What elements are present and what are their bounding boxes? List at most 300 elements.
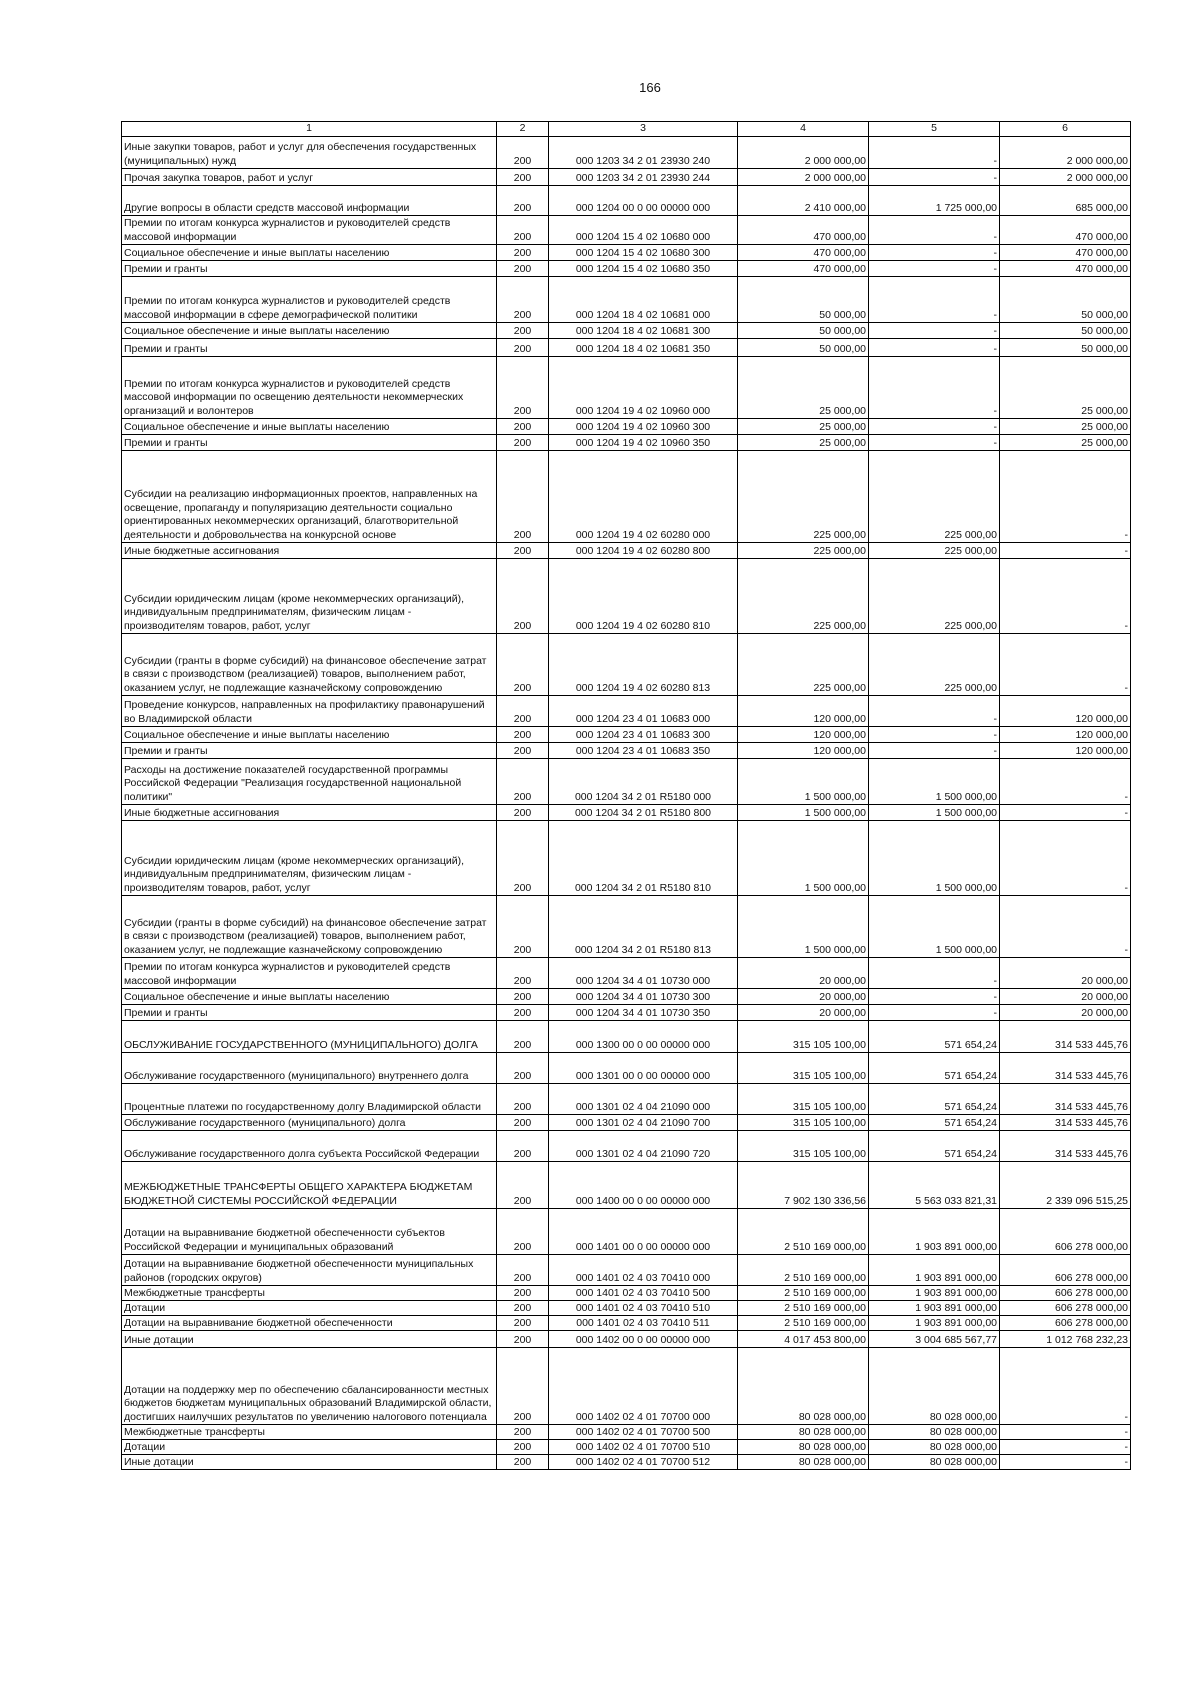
row-amount-col4-cell: 225 000,00 [738, 543, 869, 559]
row-amount-col6-cell: 20 000,00 [1000, 958, 1131, 989]
table-row [122, 1331, 1131, 1348]
row-amount-col6-cell: 25 000,00 [1000, 419, 1131, 435]
row-amount-col5-cell: 1 903 891 000,00 [869, 1209, 1000, 1255]
row-code-cell: 000 1204 34 2 01 R5180 810 [549, 821, 738, 896]
row-amount-col6-cell: 314 533 445,76 [1000, 1131, 1131, 1162]
table-row [122, 245, 1131, 261]
row-amount-col4-cell: 225 000,00 [738, 559, 869, 634]
row-amount-col4-cell: 1 500 000,00 [738, 759, 869, 805]
row-code-cell: 000 1402 02 4 01 70700 000 [549, 1348, 738, 1425]
row-amount-col6-cell: 20 000,00 [1000, 989, 1131, 1005]
row-grbs-cell: 200 [497, 1331, 549, 1348]
table-body [122, 137, 1131, 1470]
row-grbs-cell: 200 [497, 1286, 549, 1301]
row-amount-col5-cell: - [869, 357, 1000, 419]
row-amount-col5-cell: 571 654,24 [869, 1021, 1000, 1053]
row-amount-col6-cell: 2 000 000,00 [1000, 169, 1131, 186]
table-row [122, 1255, 1131, 1286]
row-name-cell: Межбюджетные трансферты [122, 1425, 497, 1440]
row-amount-col6-cell: - [1000, 634, 1131, 696]
row-amount-col6-cell: 20 000,00 [1000, 1005, 1131, 1021]
row-name-cell: Социальное обеспечение и иные выплаты населению [122, 989, 497, 1005]
row-code-cell: 000 1204 23 4 01 10683 350 [549, 743, 738, 759]
row-name-cell: Премии и гранты [122, 743, 497, 759]
table-row [122, 435, 1131, 451]
table-row [122, 634, 1131, 696]
row-code-cell: 000 1204 18 4 02 10681 000 [549, 277, 738, 323]
row-name-cell: МЕЖБЮДЖЕТНЫЕ ТРАНСФЕРТЫ ОБЩЕГО ХАРАКТЕРА БЮДЖЕТАМ БЮДЖЕТНОЙ СИСТЕМЫ РОССИЙСКОЙ ФЕДЕРАЦИИ [122, 1162, 497, 1209]
row-grbs-cell: 200 [497, 1455, 549, 1470]
row-amount-col5-cell: 225 000,00 [869, 559, 1000, 634]
row-grbs-cell: 200 [497, 958, 549, 989]
row-amount-col5-cell: - [869, 261, 1000, 277]
row-amount-col6-cell: - [1000, 559, 1131, 634]
table-row [122, 216, 1131, 245]
row-grbs-cell: 200 [497, 186, 549, 216]
row-amount-col6-cell: 685 000,00 [1000, 186, 1131, 216]
row-name-cell: Субсидии на реализацию информационных проектов, направленных на освещение, пропаганду и популяризацию деятельности социально ориентированных некоммерческих организаций, благотворительной деятельности и добровольчества на конкурсной основе [122, 451, 497, 543]
table-row [122, 1053, 1131, 1084]
row-code-cell: 000 1204 34 2 01 R5180 813 [549, 896, 738, 958]
row-grbs-cell: 200 [497, 1084, 549, 1115]
row-grbs-cell: 200 [497, 1301, 549, 1316]
table-row [122, 1084, 1131, 1115]
table-row [122, 323, 1131, 339]
row-code-cell: 000 1301 02 4 04 21090 720 [549, 1131, 738, 1162]
row-name-cell: Дотации [122, 1301, 497, 1316]
row-code-cell: 000 1401 02 4 03 70410 000 [549, 1255, 738, 1286]
row-amount-col4-cell: 50 000,00 [738, 323, 869, 339]
row-grbs-cell: 200 [497, 1021, 549, 1053]
row-amount-col4-cell: 225 000,00 [738, 451, 869, 543]
row-amount-col5-cell: 1 500 000,00 [869, 896, 1000, 958]
row-name-cell: Премии и гранты [122, 261, 497, 277]
row-amount-col4-cell: 1 500 000,00 [738, 821, 869, 896]
row-grbs-cell: 200 [497, 435, 549, 451]
row-name-cell: Дотации на выравнивание бюджетной обеспеченности муниципальных районов (городских округов) [122, 1255, 497, 1286]
table-row [122, 559, 1131, 634]
row-name-cell: Иные дотации [122, 1331, 497, 1348]
table-row [122, 339, 1131, 357]
row-amount-col5-cell: - [869, 743, 1000, 759]
column-header-3: 3 [549, 122, 738, 137]
row-amount-col6-cell: 314 533 445,76 [1000, 1115, 1131, 1131]
row-grbs-cell: 200 [497, 277, 549, 323]
row-amount-col6-cell: 50 000,00 [1000, 323, 1131, 339]
row-grbs-cell: 200 [497, 727, 549, 743]
row-amount-col6-cell: 1 012 768 232,23 [1000, 1331, 1131, 1348]
row-amount-col4-cell: 20 000,00 [738, 1005, 869, 1021]
row-grbs-cell: 200 [497, 1053, 549, 1084]
row-amount-col4-cell: 2 510 169 000,00 [738, 1209, 869, 1255]
table-row [122, 958, 1131, 989]
row-code-cell: 000 1203 34 2 01 23930 240 [549, 137, 738, 169]
row-code-cell: 000 1204 19 4 02 10960 000 [549, 357, 738, 419]
row-amount-col4-cell: 315 105 100,00 [738, 1021, 869, 1053]
row-grbs-cell: 200 [497, 1162, 549, 1209]
row-amount-col4-cell: 2 000 000,00 [738, 137, 869, 169]
row-amount-col4-cell: 25 000,00 [738, 357, 869, 419]
row-name-cell: Субсидии юридическим лицам (кроме некоммерческих организаций), индивидуальным предпринимателям, физическим лицам - производителям товаров, работ, услуг [122, 559, 497, 634]
row-name-cell: Премии по итогам конкурса журналистов и руководителей средств массовой информации [122, 958, 497, 989]
row-amount-col5-cell: 1 500 000,00 [869, 759, 1000, 805]
row-amount-col4-cell: 50 000,00 [738, 339, 869, 357]
row-amount-col6-cell: 470 000,00 [1000, 261, 1131, 277]
row-amount-col6-cell: 606 278 000,00 [1000, 1255, 1131, 1286]
row-name-cell: Иные бюджетные ассигнования [122, 805, 497, 821]
row-amount-col5-cell: 1 500 000,00 [869, 821, 1000, 896]
table-row [122, 261, 1131, 277]
row-code-cell: 000 1204 15 4 02 10680 300 [549, 245, 738, 261]
row-amount-col5-cell: 1 903 891 000,00 [869, 1301, 1000, 1316]
table-row [122, 743, 1131, 759]
budget-table [121, 121, 1131, 1470]
row-amount-col5-cell: 225 000,00 [869, 634, 1000, 696]
row-amount-col6-cell: 2 000 000,00 [1000, 137, 1131, 169]
row-name-cell: Межбюджетные трансферты [122, 1286, 497, 1301]
row-amount-col6-cell: 120 000,00 [1000, 727, 1131, 743]
row-grbs-cell: 200 [497, 323, 549, 339]
row-amount-col4-cell: 20 000,00 [738, 989, 869, 1005]
row-code-cell: 000 1402 02 4 01 70700 510 [549, 1440, 738, 1455]
row-amount-col6-cell: - [1000, 759, 1131, 805]
table-row [122, 1021, 1131, 1053]
row-amount-col5-cell: 80 028 000,00 [869, 1440, 1000, 1455]
row-grbs-cell: 200 [497, 989, 549, 1005]
row-amount-col5-cell: 80 028 000,00 [869, 1455, 1000, 1470]
row-code-cell: 000 1204 18 4 02 10681 350 [549, 339, 738, 357]
row-amount-col6-cell: 25 000,00 [1000, 357, 1131, 419]
row-amount-col6-cell: - [1000, 896, 1131, 958]
row-code-cell: 000 1204 34 2 01 R5180 000 [549, 759, 738, 805]
row-amount-col5-cell: - [869, 696, 1000, 727]
row-code-cell: 000 1204 34 2 01 R5180 800 [549, 805, 738, 821]
row-amount-col5-cell: 1 500 000,00 [869, 805, 1000, 821]
table-row [122, 1162, 1131, 1209]
row-amount-col5-cell: 1 725 000,00 [869, 186, 1000, 216]
row-grbs-cell: 200 [497, 1316, 549, 1331]
row-code-cell: 000 1204 00 0 00 00000 000 [549, 186, 738, 216]
row-name-cell: Расходы на достижение показателей государственной программы Российской Федерации "Реализация государственной национальной политики" [122, 759, 497, 805]
row-grbs-cell: 200 [497, 339, 549, 357]
row-amount-col5-cell: - [869, 435, 1000, 451]
row-amount-col4-cell: 80 028 000,00 [738, 1425, 869, 1440]
row-code-cell: 000 1204 18 4 02 10681 300 [549, 323, 738, 339]
row-name-cell: Проведение конкурсов, направленных на профилактику правонарушений во Владимирской области [122, 696, 497, 727]
row-amount-col6-cell: - [1000, 451, 1131, 543]
row-name-cell: Дотации на поддержку мер по обеспечению сбалансированности местных бюджетов бюджетам муниципальных образований Владимирской области, достигших наилучших результатов по увеличению налогового потенциала [122, 1348, 497, 1425]
table-row [122, 357, 1131, 419]
table-row [122, 186, 1131, 216]
row-amount-col6-cell: 120 000,00 [1000, 696, 1131, 727]
row-amount-col6-cell: 314 533 445,76 [1000, 1084, 1131, 1115]
row-name-cell: Премии и гранты [122, 339, 497, 357]
row-grbs-cell: 200 [497, 1425, 549, 1440]
row-amount-col4-cell: 2 510 169 000,00 [738, 1301, 869, 1316]
row-code-cell: 000 1402 02 4 01 70700 512 [549, 1455, 738, 1470]
row-amount-col5-cell: 1 903 891 000,00 [869, 1286, 1000, 1301]
table-row [122, 896, 1131, 958]
row-grbs-cell: 200 [497, 419, 549, 435]
row-code-cell: 000 1204 34 4 01 10730 000 [549, 958, 738, 989]
table-row [122, 759, 1131, 805]
row-amount-col4-cell: 1 500 000,00 [738, 896, 869, 958]
row-grbs-cell: 200 [497, 1005, 549, 1021]
row-name-cell: Субсидии (гранты в форме субсидий) на финансовое обеспечение затрат в связи с производством (реализацией) товаров, выполнением работ, оказанием услуг, не подлежащие казначейскому сопровождению [122, 896, 497, 958]
row-amount-col5-cell: - [869, 419, 1000, 435]
row-amount-col4-cell: 315 105 100,00 [738, 1053, 869, 1084]
table-row [122, 1131, 1131, 1162]
row-amount-col5-cell: - [869, 216, 1000, 245]
row-name-cell: Обслуживание государственного долга субъекта Российской Федерации [122, 1131, 497, 1162]
row-grbs-cell: 200 [497, 805, 549, 821]
row-name-cell: Обслуживание государственного (муниципального) долга [122, 1115, 497, 1131]
row-amount-col5-cell: - [869, 727, 1000, 743]
row-grbs-cell: 200 [497, 543, 549, 559]
table-row [122, 419, 1131, 435]
row-name-cell: Премии и гранты [122, 1005, 497, 1021]
row-name-cell: Прочая закупка товаров, работ и услуг [122, 169, 497, 186]
row-code-cell: 000 1400 00 0 00 00000 000 [549, 1162, 738, 1209]
row-amount-col5-cell: 571 654,24 [869, 1053, 1000, 1084]
row-amount-col4-cell: 315 105 100,00 [738, 1084, 869, 1115]
row-name-cell: Премии и гранты [122, 435, 497, 451]
row-name-cell: Дотации на выравнивание бюджетной обеспеченности [122, 1316, 497, 1331]
row-code-cell: 000 1301 02 4 04 21090 000 [549, 1084, 738, 1115]
column-header-4: 4 [738, 122, 869, 137]
row-grbs-cell: 200 [497, 1440, 549, 1455]
row-name-cell: Премии по итогам конкурса журналистов и руководителей средств массовой информации по освещению деятельности некоммерческих организаций и волонтеров [122, 357, 497, 419]
row-code-cell: 000 1204 19 4 02 10960 350 [549, 435, 738, 451]
column-header-1: 1 [122, 122, 497, 137]
table-row [122, 1209, 1131, 1255]
row-amount-col4-cell: 2 510 169 000,00 [738, 1286, 869, 1301]
row-grbs-cell: 200 [497, 896, 549, 958]
table-row [122, 1115, 1131, 1131]
row-name-cell: Обслуживание государственного (муниципального) внутреннего долга [122, 1053, 497, 1084]
row-amount-col5-cell: - [869, 1005, 1000, 1021]
row-name-cell: Иные закупки товаров, работ и услуг для обеспечения государственных (муниципальных) нужд [122, 137, 497, 169]
table-row [122, 1348, 1131, 1425]
row-name-cell: Субсидии юридическим лицам (кроме некоммерческих организаций), индивидуальным предпринимателям, физическим лицам - производителям товаров, работ, услуг [122, 821, 497, 896]
table-row [122, 727, 1131, 743]
page-number: 166 [639, 80, 661, 95]
row-amount-col4-cell: 20 000,00 [738, 958, 869, 989]
row-amount-col4-cell: 7 902 130 336,56 [738, 1162, 869, 1209]
row-amount-col5-cell: - [869, 245, 1000, 261]
row-code-cell: 000 1204 15 4 02 10680 000 [549, 216, 738, 245]
row-name-cell: Социальное обеспечение и иные выплаты населению [122, 323, 497, 339]
row-amount-col4-cell: 470 000,00 [738, 261, 869, 277]
row-name-cell: Социальное обеспечение и иные выплаты населению [122, 419, 497, 435]
row-amount-col4-cell: 80 028 000,00 [738, 1455, 869, 1470]
row-amount-col4-cell: 80 028 000,00 [738, 1348, 869, 1425]
row-amount-col4-cell: 4 017 453 800,00 [738, 1331, 869, 1348]
row-name-cell: Социальное обеспечение и иные выплаты населению [122, 727, 497, 743]
row-amount-col4-cell: 225 000,00 [738, 634, 869, 696]
row-grbs-cell: 200 [497, 1348, 549, 1425]
row-code-cell: 000 1204 23 4 01 10683 300 [549, 727, 738, 743]
row-amount-col6-cell: - [1000, 805, 1131, 821]
column-header-2: 2 [497, 122, 549, 137]
row-amount-col4-cell: 25 000,00 [738, 435, 869, 451]
row-amount-col6-cell: 50 000,00 [1000, 339, 1131, 357]
row-amount-col4-cell: 80 028 000,00 [738, 1440, 869, 1455]
row-code-cell: 000 1204 19 4 02 60280 813 [549, 634, 738, 696]
row-amount-col4-cell: 25 000,00 [738, 419, 869, 435]
row-name-cell: Премии по итогам конкурса журналистов и руководителей средств массовой информации в сфере демографической политики [122, 277, 497, 323]
row-name-cell: Премии по итогам конкурса журналистов и руководителей средств массовой информации [122, 216, 497, 245]
row-amount-col5-cell: 80 028 000,00 [869, 1348, 1000, 1425]
row-amount-col5-cell: 3 004 685 567,77 [869, 1331, 1000, 1348]
table-row [122, 1425, 1131, 1440]
table-row [122, 137, 1131, 169]
row-amount-col5-cell: - [869, 169, 1000, 186]
row-amount-col4-cell: 470 000,00 [738, 216, 869, 245]
row-name-cell: Дотации на выравнивание бюджетной обеспеченности субъектов Российской Федерации и муниципальных образований [122, 1209, 497, 1255]
row-amount-col5-cell: 5 563 033 821,31 [869, 1162, 1000, 1209]
row-code-cell: 000 1204 34 4 01 10730 300 [549, 989, 738, 1005]
row-amount-col4-cell: 315 105 100,00 [738, 1131, 869, 1162]
row-code-cell: 000 1204 15 4 02 10680 350 [549, 261, 738, 277]
table-row [122, 805, 1131, 821]
row-amount-col5-cell: 225 000,00 [869, 451, 1000, 543]
table-row [122, 1440, 1131, 1455]
row-code-cell: 000 1301 00 0 00 00000 000 [549, 1053, 738, 1084]
row-grbs-cell: 200 [497, 1209, 549, 1255]
row-amount-col5-cell: - [869, 323, 1000, 339]
row-code-cell: 000 1300 00 0 00 00000 000 [549, 1021, 738, 1053]
row-code-cell: 000 1204 19 4 02 60280 810 [549, 559, 738, 634]
row-amount-col4-cell: 120 000,00 [738, 696, 869, 727]
row-amount-col5-cell: - [869, 989, 1000, 1005]
row-grbs-cell: 200 [497, 451, 549, 543]
row-grbs-cell: 200 [497, 1115, 549, 1131]
table-row [122, 169, 1131, 186]
row-grbs-cell: 200 [497, 137, 549, 169]
row-code-cell: 000 1402 02 4 01 70700 500 [549, 1425, 738, 1440]
row-amount-col6-cell: 606 278 000,00 [1000, 1209, 1131, 1255]
table-row [122, 1286, 1131, 1301]
row-grbs-cell: 200 [497, 634, 549, 696]
table-row [122, 1316, 1131, 1331]
row-code-cell: 000 1402 00 0 00 00000 000 [549, 1331, 738, 1348]
row-amount-col4-cell: 50 000,00 [738, 277, 869, 323]
row-name-cell: Иные дотации [122, 1455, 497, 1470]
row-amount-col6-cell: - [1000, 1440, 1131, 1455]
row-code-cell: 000 1401 02 4 03 70410 511 [549, 1316, 738, 1331]
row-amount-col6-cell: 470 000,00 [1000, 216, 1131, 245]
row-amount-col6-cell: 606 278 000,00 [1000, 1286, 1131, 1301]
row-amount-col6-cell: 120 000,00 [1000, 743, 1131, 759]
row-amount-col6-cell: 470 000,00 [1000, 245, 1131, 261]
row-grbs-cell: 200 [497, 357, 549, 419]
row-amount-col5-cell: - [869, 277, 1000, 323]
row-code-cell: 000 1401 00 0 00 00000 000 [549, 1209, 738, 1255]
row-name-cell: Процентные платежи по государственному долгу Владимирской области [122, 1084, 497, 1115]
row-code-cell: 000 1203 34 2 01 23930 244 [549, 169, 738, 186]
row-amount-col4-cell: 120 000,00 [738, 743, 869, 759]
row-amount-col5-cell: 225 000,00 [869, 543, 1000, 559]
row-amount-col6-cell: 606 278 000,00 [1000, 1301, 1131, 1316]
row-code-cell: 000 1204 19 4 02 60280 000 [549, 451, 738, 543]
row-code-cell: 000 1204 23 4 01 10683 000 [549, 696, 738, 727]
row-amount-col6-cell: - [1000, 1455, 1131, 1470]
row-grbs-cell: 200 [497, 245, 549, 261]
row-amount-col4-cell: 1 500 000,00 [738, 805, 869, 821]
row-grbs-cell: 200 [497, 216, 549, 245]
row-amount-col5-cell: - [869, 137, 1000, 169]
row-amount-col6-cell: - [1000, 543, 1131, 559]
row-amount-col5-cell: - [869, 339, 1000, 357]
table-row [122, 277, 1131, 323]
row-amount-col4-cell: 2 410 000,00 [738, 186, 869, 216]
row-amount-col4-cell: 315 105 100,00 [738, 1115, 869, 1131]
column-header-5: 5 [869, 122, 1000, 137]
row-amount-col4-cell: 120 000,00 [738, 727, 869, 743]
row-name-cell: Иные бюджетные ассигнования [122, 543, 497, 559]
row-grbs-cell: 200 [497, 1131, 549, 1162]
row-code-cell: 000 1204 34 4 01 10730 350 [549, 1005, 738, 1021]
row-amount-col5-cell: 571 654,24 [869, 1084, 1000, 1115]
row-grbs-cell: 200 [497, 559, 549, 634]
row-amount-col5-cell: 1 903 891 000,00 [869, 1316, 1000, 1331]
table-row [122, 821, 1131, 896]
table-row [122, 543, 1131, 559]
row-amount-col6-cell: 2 339 096 515,25 [1000, 1162, 1131, 1209]
row-amount-col4-cell: 2 000 000,00 [738, 169, 869, 186]
table-row [122, 1455, 1131, 1470]
row-code-cell: 000 1204 19 4 02 10960 300 [549, 419, 738, 435]
row-amount-col6-cell: 314 533 445,76 [1000, 1021, 1131, 1053]
row-amount-col6-cell: 606 278 000,00 [1000, 1316, 1131, 1331]
row-name-cell: Дотации [122, 1440, 497, 1455]
row-name-cell: Другие вопросы в области средств массовой информации [122, 186, 497, 216]
row-amount-col6-cell: - [1000, 1425, 1131, 1440]
row-amount-col6-cell: - [1000, 1348, 1131, 1425]
row-grbs-cell: 200 [497, 759, 549, 805]
row-name-cell: Субсидии (гранты в форме субсидий) на финансовое обеспечение затрат в связи с производством (реализацией) товаров, выполнением работ, оказанием услуг, не подлежащие казначейскому сопровождению [122, 634, 497, 696]
row-code-cell: 000 1204 19 4 02 60280 800 [549, 543, 738, 559]
row-grbs-cell: 200 [497, 743, 549, 759]
row-code-cell: 000 1301 02 4 04 21090 700 [549, 1115, 738, 1131]
row-amount-col5-cell: 571 654,24 [869, 1115, 1000, 1131]
row-code-cell: 000 1401 02 4 03 70410 500 [549, 1286, 738, 1301]
row-amount-col6-cell: 25 000,00 [1000, 435, 1131, 451]
table-header [122, 122, 1131, 137]
column-number-row [122, 122, 1131, 137]
row-amount-col5-cell: - [869, 958, 1000, 989]
table-row [122, 696, 1131, 727]
row-amount-col5-cell: 1 903 891 000,00 [869, 1255, 1000, 1286]
row-code-cell: 000 1401 02 4 03 70410 510 [549, 1301, 738, 1316]
row-grbs-cell: 200 [497, 261, 549, 277]
row-amount-col4-cell: 470 000,00 [738, 245, 869, 261]
row-amount-col4-cell: 2 510 169 000,00 [738, 1255, 869, 1286]
row-amount-col4-cell: 2 510 169 000,00 [738, 1316, 869, 1331]
row-amount-col5-cell: 571 654,24 [869, 1131, 1000, 1162]
row-amount-col5-cell: 80 028 000,00 [869, 1425, 1000, 1440]
column-header-6: 6 [1000, 122, 1131, 137]
table-row [122, 1301, 1131, 1316]
table-row [122, 989, 1131, 1005]
row-amount-col6-cell: - [1000, 821, 1131, 896]
row-name-cell: Социальное обеспечение и иные выплаты населению [122, 245, 497, 261]
row-amount-col6-cell: 314 533 445,76 [1000, 1053, 1131, 1084]
row-grbs-cell: 200 [497, 1255, 549, 1286]
row-grbs-cell: 200 [497, 696, 549, 727]
table-row [122, 1005, 1131, 1021]
